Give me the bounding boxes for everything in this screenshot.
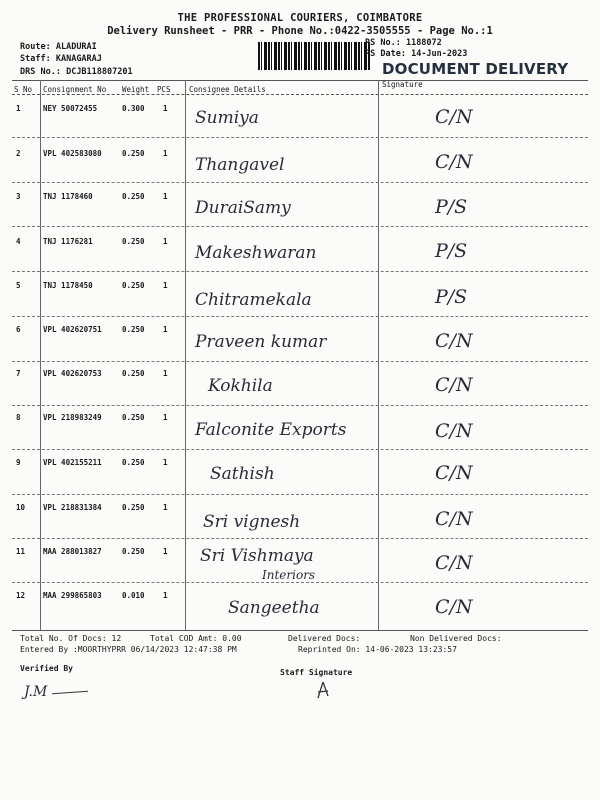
row-divider	[12, 271, 588, 272]
row-divider	[12, 226, 588, 227]
row-weight: 0.250	[122, 281, 145, 290]
row-consignment: MAA 299865803	[43, 591, 102, 600]
staff-signature-label: Staff Signature	[280, 668, 353, 677]
row-consignee: Falconite Exports	[195, 420, 347, 440]
rs-no-value: 1188072	[405, 38, 442, 48]
row-sno: 4	[16, 237, 21, 246]
table-header-border	[12, 94, 588, 95]
row-signature: C/N	[435, 374, 473, 396]
reprinted-on: Reprinted On: 14-06-2023 13:23:57	[298, 645, 457, 654]
col-header-consignee: Consignee Details	[189, 85, 266, 94]
row-sno: 9	[16, 458, 21, 467]
row-divider	[12, 582, 588, 583]
row-pcs: 1	[163, 369, 168, 378]
row-consignment: TNJ 1178450	[43, 281, 93, 290]
column-divider	[185, 80, 186, 630]
verifier-initials: J.M	[24, 684, 48, 700]
verified-by-label: Verified By	[20, 664, 73, 673]
row-pcs: 1	[163, 104, 168, 113]
row-weight: 0.250	[122, 503, 145, 512]
row-sno: 12	[16, 591, 26, 600]
row-consignee: Thangavel	[195, 155, 285, 175]
row-weight: 0.250	[122, 369, 145, 378]
row-pcs: 1	[163, 413, 168, 422]
row-consignee: Kokhila	[208, 376, 273, 396]
runsheet-title: Delivery Runsheet - PRR - Phone No.:0422-3505555 - Page No.:1	[107, 25, 493, 37]
row-divider	[12, 182, 588, 183]
row-consignee: Praveen kumar	[195, 332, 327, 352]
table-top-border	[12, 80, 588, 81]
row-signature: C/N	[435, 106, 473, 128]
row-sno: 11	[16, 547, 26, 556]
row-weight: 0.250	[122, 413, 145, 422]
row-consignment: VPL 402620753	[43, 369, 102, 378]
row-pcs: 1	[163, 503, 168, 512]
col-header-sno: S No	[14, 85, 33, 94]
row-signature: C/N	[435, 462, 473, 484]
row-divider	[12, 361, 588, 362]
rs-date-row	[365, 49, 467, 59]
row-consignment: MAA 288013827	[43, 547, 102, 556]
row-pcs: 1	[163, 325, 168, 334]
row-signature: P/S	[435, 196, 468, 218]
row-consignment: VPL 402620751	[43, 325, 102, 334]
drs-label: DRS No.:	[20, 67, 61, 77]
entered-by: Entered By :MOORTHYPRR 06/14/2023 12:47:38 PM	[20, 645, 237, 654]
row-weight: 0.250	[122, 325, 145, 334]
row-consignment: VPL 402583080	[43, 149, 102, 158]
row-weight: 0.250	[122, 192, 145, 201]
verifier-signature-stroke	[52, 691, 88, 695]
row-pcs: 1	[163, 547, 168, 556]
row-weight: 0.250	[122, 547, 145, 556]
row-pcs: 1	[163, 591, 168, 600]
col-header-pcs: PCS	[157, 85, 171, 94]
rs-date-value: 14-Jun-2023	[411, 49, 468, 59]
table-bottom-border	[12, 630, 588, 631]
row-divider	[12, 538, 588, 539]
drs-value: DCJB118807201	[66, 67, 133, 77]
row-consignment: NEY 50072455	[43, 104, 98, 113]
row-divider	[12, 405, 588, 406]
column-divider	[40, 80, 41, 630]
rs-no-label: RS No.:	[365, 38, 401, 48]
row-signature: P/S	[435, 286, 468, 308]
row-signature: C/N	[435, 420, 473, 442]
row-sno: 7	[16, 369, 21, 378]
row-consignee: Sathish	[210, 464, 275, 484]
staff-label: Staff:	[20, 54, 51, 64]
route-value: ALADURAI	[55, 42, 97, 52]
row-sno: 1	[16, 104, 21, 113]
total-docs: Total No. Of Docs: 12	[20, 634, 122, 643]
row-divider	[12, 494, 588, 495]
row-consignee: Makeshwaran	[195, 243, 317, 263]
row-consignee: Chitramekala	[195, 290, 312, 310]
drs-row	[20, 67, 133, 77]
row-pcs: 1	[163, 281, 168, 290]
row-sno: 2	[16, 149, 21, 158]
route-row	[20, 42, 97, 52]
row-pcs: 1	[163, 192, 168, 201]
row-divider	[12, 137, 588, 138]
staff-value: KANAGARAJ	[55, 54, 102, 64]
row-consignee: Sangeetha	[228, 598, 320, 618]
row-signature: P/S	[435, 240, 468, 262]
col-header-weight: Weight	[122, 85, 150, 94]
total-cod: Total COD Amt: 0.00	[150, 634, 242, 643]
row-pcs: 1	[163, 458, 168, 467]
row-weight: 0.250	[122, 237, 145, 246]
rs-no-row	[365, 38, 442, 48]
row-weight: 0.010	[122, 591, 145, 600]
row-consignee: DuraiSamy	[195, 198, 291, 218]
row-pcs: 1	[163, 237, 168, 246]
barcode	[258, 42, 370, 70]
row-consignee: Sri vignesh	[203, 512, 301, 532]
row-weight: 0.300	[122, 104, 145, 113]
row-sno: 10	[16, 503, 26, 512]
column-divider	[378, 80, 379, 630]
row-sno: 3	[16, 192, 21, 201]
row-weight: 0.250	[122, 149, 145, 158]
row-sno: 5	[16, 281, 21, 290]
row-pcs: 1	[163, 149, 168, 158]
delivered-docs: Delivered Docs:	[288, 634, 361, 643]
row-consignment: VPL 402155211	[43, 458, 102, 467]
row-sno: 8	[16, 413, 21, 422]
row-divider	[12, 316, 588, 317]
row-divider	[12, 449, 588, 450]
row-signature: C/N	[435, 596, 473, 618]
row-signature: C/N	[435, 151, 473, 173]
route-label: Route:	[20, 42, 51, 52]
row-consignee: Sumiya	[195, 108, 259, 128]
col-header-consignment: Consignment No	[43, 85, 107, 94]
col-header-signature: Signature	[382, 80, 423, 89]
row-consignee-note: Interiors	[262, 568, 316, 582]
rs-date-label: RS Date:	[365, 49, 406, 59]
row-consignment: TNJ 1178460	[43, 192, 93, 201]
staff-signature-mark	[314, 680, 332, 700]
row-consignee: Sri Vishmaya	[200, 546, 314, 566]
row-weight: 0.250	[122, 458, 145, 467]
company-title: THE PROFESSIONAL COURIERS, COIMBATORE	[177, 12, 423, 24]
row-signature: C/N	[435, 552, 473, 574]
row-sno: 6	[16, 325, 21, 334]
row-signature: C/N	[435, 508, 473, 530]
non-delivered-docs: Non Delivered Docs:	[410, 634, 502, 643]
row-consignment: TNJ 1176281	[43, 237, 93, 246]
row-consignment: VPL 218983249	[43, 413, 102, 422]
staff-row	[20, 54, 102, 64]
row-signature: C/N	[435, 330, 473, 352]
row-consignment: VPL 218831384	[43, 503, 102, 512]
document-delivery-stamp: DOCUMENT DELIVERY	[382, 60, 569, 78]
